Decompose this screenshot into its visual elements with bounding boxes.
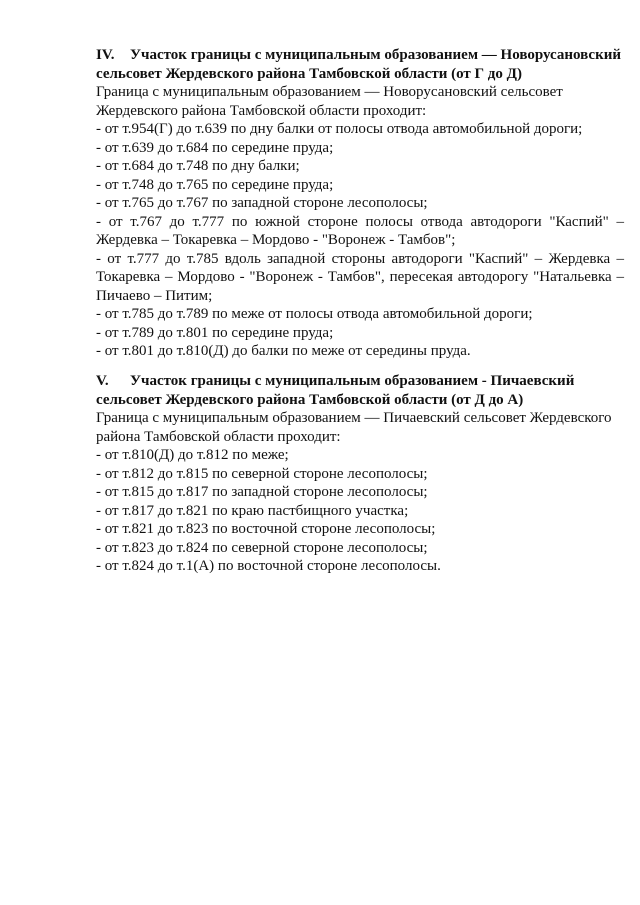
section-iv [96,46,624,361]
boundary-item: - от т.765 до т.767 по западной стороне лесополосы; [96,195,428,211]
section-v-number: V. [96,373,109,389]
section-iv-title: Участок границы с муниципальным образованием — Новорусановский сельсовет Жердевского района Тамбовской области (от Г до Д) [96,47,621,82]
boundary-item: - от т.684 до т.748 по дну балки; [96,158,300,174]
boundary-item: - от т.785 до т.789 по меже от полосы отвода автомобильной дороги; [96,306,533,322]
boundary-item: - от т.767 до т.777 по южной стороне полосы отвода автодороги "Каспий" – Жердевка – Токаревка – Мордово - "Воронеж - Тамбов"; [96,213,624,248]
section-v-intro: Граница с муниципальным образованием — Пичаевский сельсовет Жердевского района Тамбовской области проходит: [96,410,612,445]
boundary-item: - от т.817 до т.821 по краю пастбищного участка; [96,502,409,519]
boundary-item: - от т.777 до т.785 вдоль западной стороны автодороги "Каспий" – Жердевка – Токаревка – Мордово - "Воронеж - Тамбов", пересекая автодорогу "Натальевка – Пичаево – Питим; [96,250,624,304]
section-v-heading [96,372,624,409]
boundary-item: - от т.815 до т.817 по западной стороне лесополосы; [96,484,428,500]
section-iv-number: IV. [96,47,115,63]
boundary-item: - от т.810(Д) до т.812 по меже; [96,447,289,463]
boundary-item: - от т.639 до т.684 по середине пруда; [96,139,334,156]
boundary-item: - от т.824 до т.1(А) по восточной стороне лесополосы. [96,558,441,574]
boundary-item: - от т.823 до т.824 по северной стороне лесополосы; [96,539,428,556]
boundary-item: - от т.821 до т.823 по восточной стороне лесополосы; [96,521,436,537]
boundary-item: - от т.789 до т.801 по середине пруда; [96,324,334,341]
section-iv-intro: Граница с муниципальным образованием — Новорусановский сельсовет Жердевского района Тамбовской области проходит: [96,84,563,119]
section-v-title: Участок границы с муниципальным образованием - Пичаевский сельсовет Жердевского района Тамбовской области (от Д до А) [96,373,575,408]
section-iv-heading [96,46,624,83]
boundary-item: - от т.954(Г) до т.639 по дну балки от полосы отвода автомобильной дороги; [96,121,583,137]
boundary-item: - от т.748 до т.765 по середине пруда; [96,176,334,193]
boundary-item: - от т.801 до т.810(Д) до балки по меже от середины пруда. [96,343,471,359]
boundary-item: - от т.812 до т.815 по северной стороне лесополосы; [96,465,428,482]
section-v [96,372,624,576]
